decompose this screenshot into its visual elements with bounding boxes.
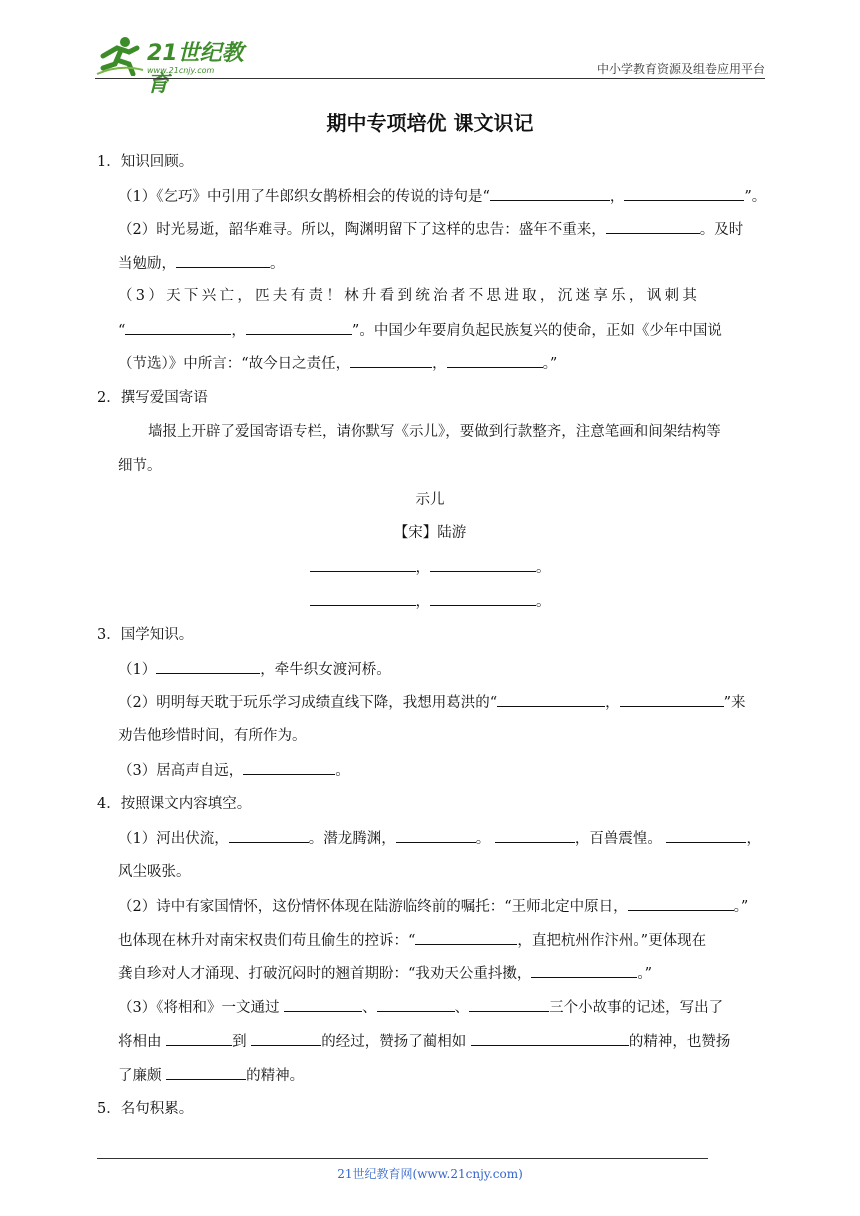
answer-blank[interactable]: [156, 659, 260, 674]
answer-blank[interactable]: [628, 896, 734, 911]
poem-author: 【宋】陆游: [393, 525, 467, 541]
q3-item-1: （1） ，牵牛织女渡河桥。: [118, 659, 391, 680]
answer-blank[interactable]: [415, 930, 517, 945]
q2-instruction: 墙报上开辟了爱国寄语专栏，请你默写《示儿》，要做到行款整齐，注意笔画和间架结构等: [148, 424, 721, 440]
q4-item-3: （3）《将相和》一文通过 、 、 三个小故事的记述，写出了: [118, 997, 723, 1018]
answer-blank[interactable]: [471, 1031, 629, 1046]
q1-item-2: （2）时光易逝，韶华难寻。所以，陶渊明留下了这样的忠告：盛年不重来， 。及时: [118, 219, 743, 240]
answer-blank[interactable]: [469, 997, 549, 1012]
answer-blank[interactable]: [166, 1031, 232, 1046]
q2-instruction-cont: 细节。: [118, 458, 162, 474]
q1-item-1: （1）《乞巧》中引用了牛郎织女鹊桥相会的传说的诗句是“ ， ”。: [118, 186, 766, 207]
runner-logo-icon: [95, 34, 145, 76]
q4-item-3-cont: 将相由 到 的经过，赞扬了蔺相如 的精神，也赞扬: [118, 1031, 730, 1052]
question-3-heading: 3．国学知识。: [97, 627, 194, 643]
answer-blank[interactable]: [243, 760, 335, 775]
page-header: [95, 28, 765, 97]
answer-blank[interactable]: [666, 828, 746, 843]
answer-blank[interactable]: [620, 692, 724, 707]
poem-title: 示儿: [415, 492, 445, 508]
answer-blank[interactable]: [229, 828, 309, 843]
question-2-heading: 2．撰写爱国寄语: [97, 390, 208, 406]
header-divider: [95, 78, 765, 79]
answer-blank[interactable]: [396, 828, 476, 843]
q1-item-3-cont: “ ， ”。中国少年要肩负起民族复兴的使命，正如《少年中国说: [118, 320, 722, 341]
answer-blank[interactable]: [430, 591, 536, 606]
q3-item-2-cont: 劝告他珍惜时间，有所作为。: [118, 728, 307, 744]
answer-blank[interactable]: [430, 557, 536, 572]
question-1-heading: 1．知识回顾。: [97, 154, 194, 170]
q4-item-2: （2）诗中有家国情怀，这份情怀体现在陆游临终前的嘱托：“王师北定中原日， 。”: [118, 896, 748, 917]
answer-blank[interactable]: [490, 186, 610, 201]
answer-blank[interactable]: [495, 828, 575, 843]
answer-blank[interactable]: [447, 353, 543, 368]
q3-item-2: （2）明明每天耽于玩乐学习成绩直线下降，我想用葛洪的“ ， ”来: [118, 692, 746, 713]
question-5-heading: 5．名句积累。: [97, 1101, 194, 1117]
logo: [95, 34, 265, 97]
q4-item-2-cont: 也体现在林升对南宋权贵们苟且偷生的控诉：“ ，直把杭州作汴州。”更体现在: [118, 930, 706, 951]
answer-blank[interactable]: [497, 692, 605, 707]
question-4-heading: 4．按照课文内容填空。: [97, 796, 252, 812]
poem-line-1: ， 。: [0, 557, 860, 578]
footer-divider: [97, 1158, 708, 1159]
answer-blank[interactable]: [125, 320, 231, 335]
footer-link[interactable]: 21世纪教育网(www.21cnjy.com): [337, 1167, 523, 1181]
q1-item-3-cont2: （节选）》中所言：“故今日之责任， ， 。”: [118, 353, 557, 374]
answer-blank[interactable]: [284, 997, 362, 1012]
answer-blank[interactable]: [246, 320, 352, 335]
q4-item-2-cont2: 龚自珍对人才涌现、打破沉闷时的翘首期盼：“我劝天公重抖擞， 。”: [118, 963, 652, 984]
q1-item-2-cont: 当勉励， 。: [118, 253, 285, 274]
answer-blank[interactable]: [606, 219, 700, 234]
answer-blank[interactable]: [531, 963, 637, 978]
poem-line-2: ， 。: [0, 591, 860, 612]
answer-blank[interactable]: [310, 591, 416, 606]
answer-blank[interactable]: [377, 997, 455, 1012]
platform-name: 中小学教育资源及组卷应用平台: [596, 62, 765, 76]
q4-item-3-cont2: 了廉颇 的精神。: [118, 1065, 304, 1086]
answer-blank[interactable]: [350, 353, 432, 368]
answer-blank[interactable]: [176, 253, 270, 268]
q1-item-3: （3）天下兴亡，匹夫有责！林升看到统治者不思进取，沉迷享乐，讽刺其: [118, 288, 701, 304]
answer-blank[interactable]: [166, 1065, 246, 1080]
q3-item-3: （3）居高声自远， 。: [118, 760, 350, 781]
page-title: 期中专项培优 课文识记: [326, 111, 534, 135]
answer-blank[interactable]: [310, 557, 416, 572]
q4-item-1: （1）河出伏流， 。潜龙腾渊， 。 ，百兽震惶。 ，: [118, 828, 761, 849]
answer-blank[interactable]: [251, 1031, 321, 1046]
logo-url: www.21cnjy.com: [147, 66, 215, 75]
logo-text: 21世纪教育: [147, 41, 244, 97]
q4-item-1-cont: 风尘吸张。: [118, 864, 191, 880]
answer-blank[interactable]: [624, 186, 744, 201]
